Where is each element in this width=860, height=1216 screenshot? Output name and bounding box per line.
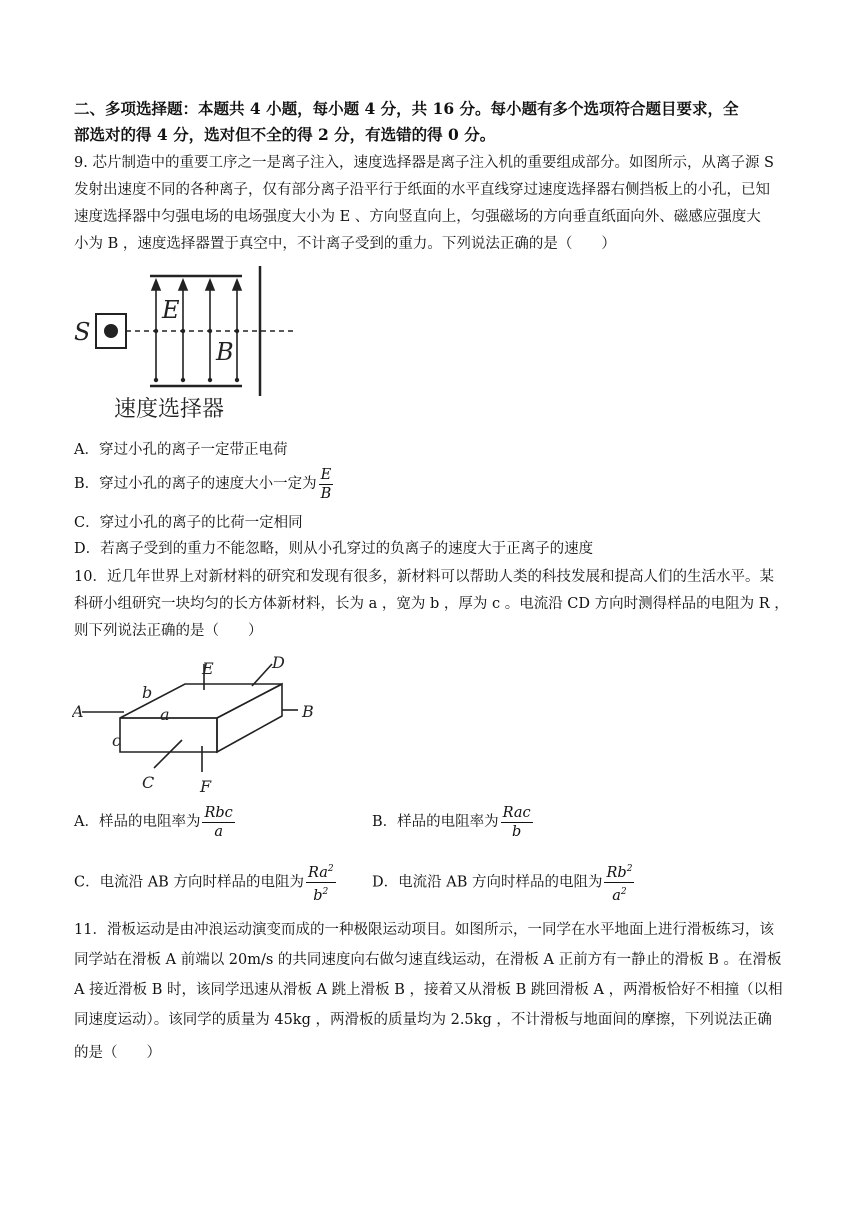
label-S: S (74, 318, 91, 346)
label-D: D (272, 653, 285, 672)
q11-text-line-4: 同速度运动）。该同学的质量为 45kg ，两滑板的质量均为 2.5kg ，不计滑板与地面间的摩擦，下列说法正确 (74, 1012, 772, 1028)
label-C: C (142, 773, 155, 792)
q9-option-b-fraction (319, 466, 334, 503)
q9-option-c: C．穿过小孔的离子的比荷一定相同 (74, 515, 303, 531)
q10-option-a-fraction (202, 804, 234, 841)
label-E: E (202, 659, 214, 678)
cuboid-figure (72, 650, 332, 800)
q9-option-b-text: B．穿过小孔的离子的速度大小一定为 (74, 476, 317, 492)
numerator-base: Ra (307, 864, 328, 881)
q9-option-b (74, 462, 333, 506)
q10-option-c-fraction (306, 860, 336, 905)
label-B: B (216, 338, 234, 366)
q9-text-line-3: 速度选择器中匀强电场的电场强度大小为 E 、方向竖直向上，匀强磁场的方向垂直纸面向外、磁感应强度大 (74, 209, 761, 225)
q11-text-line-5: 的是（ ） (74, 1045, 161, 1061)
q10-option-b (372, 800, 533, 844)
fraction-denominator (604, 883, 634, 905)
q10-option-d (372, 860, 634, 905)
q10-option-d-text: D．电流沿 AB 方向时样品的电阻为 (372, 874, 603, 891)
label-E: E (162, 296, 180, 324)
denominator-exponent: 2 (322, 886, 329, 897)
q10-option-d-fraction (604, 860, 634, 905)
velocity-selector-figure (70, 262, 300, 424)
fraction-denominator: b (512, 823, 522, 840)
q9-text-line-4: 小为 B ，速度选择器置于真空中，不计离子受到的重力。下列说法正确的是（ ） (74, 236, 616, 252)
section-title-line-2: 部选对的得 4 分，选对但不全的得 2 分，有选错的得 0 分。 (74, 125, 496, 144)
ion-source-dot (104, 324, 118, 338)
q10-option-b-fraction (501, 804, 533, 841)
label-B: B (302, 702, 314, 721)
fraction-numerator: Rbc (204, 804, 233, 821)
fraction-numerator (604, 860, 634, 883)
numerator-base: Rb (606, 864, 627, 881)
fraction-numerator: E (320, 466, 332, 483)
q10-option-c-text: C．电流沿 AB 方向时样品的电阻为 (74, 874, 304, 891)
figure-caption: 速度选择器 (114, 397, 225, 422)
fraction-denominator: a (214, 823, 223, 840)
q11-text-line-1: 11．滑板运动是由冲浪运动演变而成的一种极限运动项目。如图所示，一同学在水平地面上进行滑板练习，该 (74, 922, 774, 938)
label-A: A (72, 702, 84, 721)
q9-text-line-2: 发射出速度不同的各种离子，仅有部分离子沿平行于纸面的水平直线穿过速度选择器右侧挡板上的小孔，已知 (74, 182, 770, 198)
label-F: F (200, 777, 212, 796)
q11-text-line-3: A 接近滑板 B 时，该同学迅速从滑板 A 跳上滑板 B ，接着又从滑板 B 跳回滑板 A ，两滑板恰好不相撞（以相 (74, 982, 783, 998)
denominator-base: a (612, 887, 621, 904)
q9-option-a: A．穿过小孔的离子一定带正电荷 (74, 442, 288, 458)
q10-text-line-3: 则下列说法正确的是（ ） (74, 623, 263, 639)
q10-option-a-text: A．样品的电阻率为 (74, 814, 201, 830)
denominator-exponent: 2 (620, 886, 627, 897)
q10-option-a (74, 800, 235, 844)
q10-text-line-2: 科研小组研究一块均匀的长方体新材料，长为 a ，宽为 b ，厚为 c 。电流沿 CD 方向时测得样品的电阻为 R ， (74, 596, 789, 612)
fraction-numerator (306, 860, 336, 883)
cuboid-right-face (217, 684, 282, 752)
q10-text-line-1: 10．近几年世界上对新材料的研究和发现有很多，新材料可以帮助人类的科技发展和提高人们的生活水平。某 (74, 569, 774, 585)
denominator-base: b (313, 887, 323, 904)
section-title-line-1: 二、多项选择题：本题共 4 小题，每小题 4 分，共 16 分。每小题有多个选项符合题目要求，全 (74, 99, 739, 118)
q11-text-line-2: 同学站在滑板 A 前端以 20m/s 的共同速度向右做匀速直线运动，在滑板 A 正前方有一静止的滑板 B 。在滑板 (74, 952, 782, 968)
q9-text-line-1: 9. 芯片制造中的重要工序之一是离子注入，速度选择器是离子注入机的重要组成部分。如图所示，从离子源 S (74, 155, 774, 171)
fraction-denominator (306, 883, 336, 905)
fraction-denominator: B (320, 485, 332, 502)
label-b: b (142, 683, 153, 702)
fraction-numerator: Rac (502, 804, 531, 821)
label-c: c (112, 731, 121, 750)
q10-option-b-text: B．样品的电阻率为 (372, 814, 499, 830)
numerator-exponent: 2 (626, 864, 633, 874)
numerator-exponent: 2 (327, 864, 334, 874)
q10-option-c (74, 860, 336, 905)
q9-option-d: D．若离子受到的重力不能忽略，则从小孔穿过的负离子的速度大于正离子的速度 (74, 541, 594, 557)
label-a: a (160, 705, 170, 724)
